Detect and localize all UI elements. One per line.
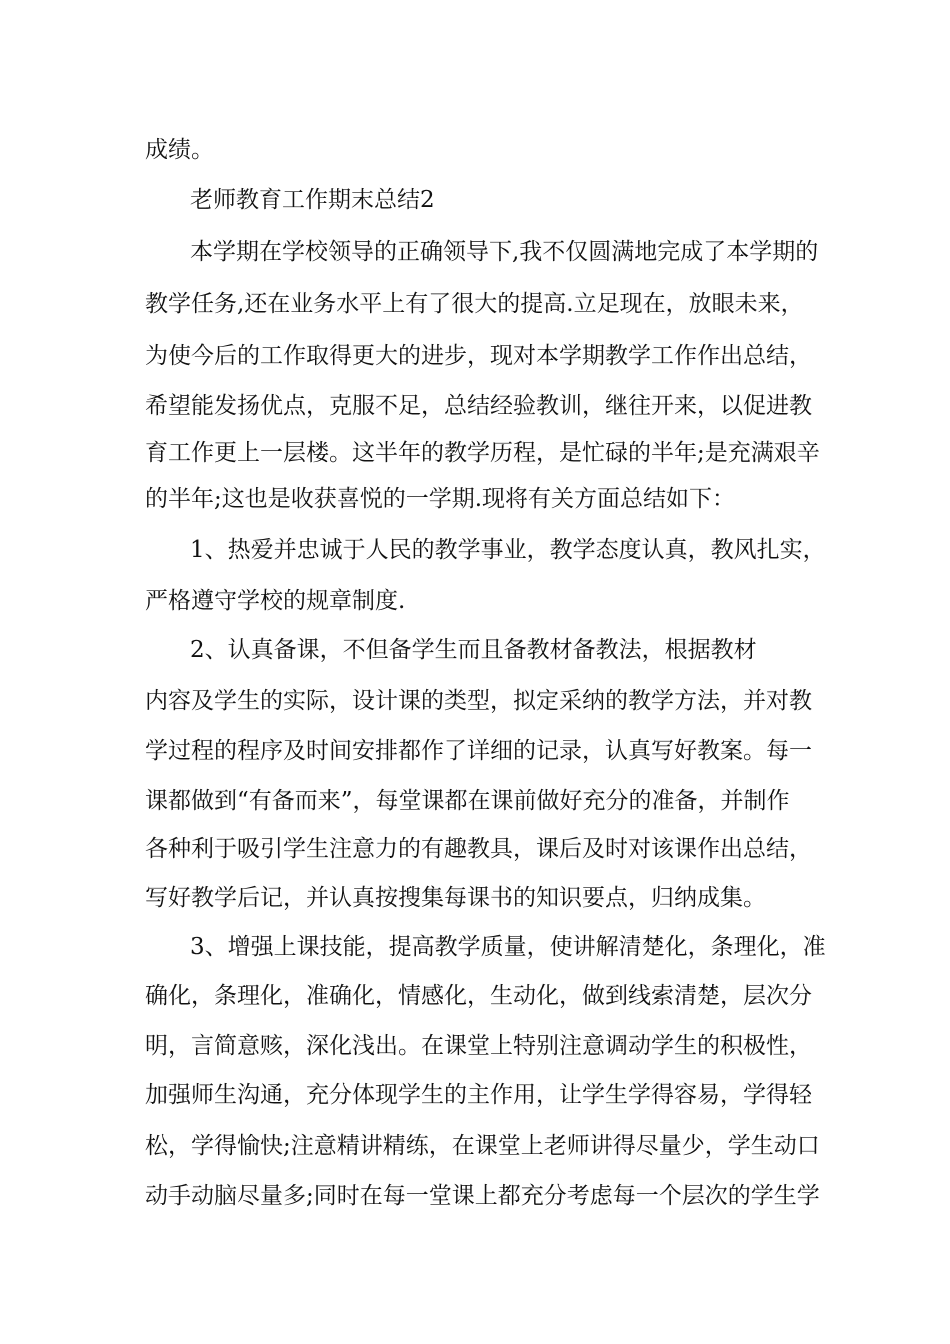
text-line: 学过程的程序及时间安排都作了详细的记录，认真写好教案。每一 — [145, 738, 812, 764]
text-line: 写好教学后记，并认真按搜集每课书的知识要点，归纳成集。 — [145, 885, 766, 911]
text-line: 明，言简意赅，深化浅出。在课堂上特别注意调动学生的积极性， — [145, 1033, 812, 1059]
text-line: 严格遵守学校的规章制度. — [145, 588, 406, 614]
text-line: 各种利于吸引学生注意力的有趣教具，课后及时对该课作出总结， — [145, 836, 812, 862]
text-line: 2、认真备课，不但备学生而且备教材备教法，根据教材 — [190, 637, 757, 663]
text-line: 为使今后的工作取得更大的进步，现对本学期教学工作作出总结， — [145, 343, 812, 369]
text-line: 松，学得愉快;注意精讲精练，在课堂上老师讲得尽量少，学生动口 — [145, 1133, 820, 1159]
text-line: 教学任务,还在业务水平上有了很大的提高.立足现在，放眼未来， — [145, 291, 804, 317]
text-line: 3、增强上课技能，提高教学质量，使讲解清楚化，条理化，准 — [190, 934, 826, 960]
text-line: 育工作更上一层楼。这半年的教学历程，是忙碌的半年;是充满艰辛 — [145, 440, 820, 466]
section-title: 老师教育工作期末总结2 — [190, 187, 435, 213]
text-line: 课都做到“有备而来”，每堂课都在课前做好充分的准备，并制作 — [145, 788, 790, 814]
text-line: 内容及学生的实际，设计课的类型，拟定采纳的教学方法，并对教 — [145, 688, 812, 714]
text-line: 的半年;这也是收获喜悦的一学期.现将有关方面总结如下： — [145, 486, 736, 512]
text-line: 成绩。 — [145, 137, 214, 163]
text-line: 本学期在学校领导的正确领导下,我不仅圆满地完成了本学期的 — [190, 239, 819, 265]
text-line: 1、热爱并忠诚于人民的教学事业，教学态度认真，教风扎实， — [190, 537, 826, 563]
text-line: 加强师生沟通，充分体现学生的主作用，让学生学得容易，学得轻 — [145, 1082, 812, 1108]
text-line: 希望能发扬优点，克服不足，总结经验教训，继往开来，以促进教 — [145, 393, 812, 419]
text-line: 动手动脑尽量多;同时在每一堂课上都充分考虑每一个层次的学生学 — [145, 1183, 820, 1209]
text-line: 确化，条理化，准确化，情感化，生动化，做到线索清楚，层次分 — [145, 983, 812, 1009]
